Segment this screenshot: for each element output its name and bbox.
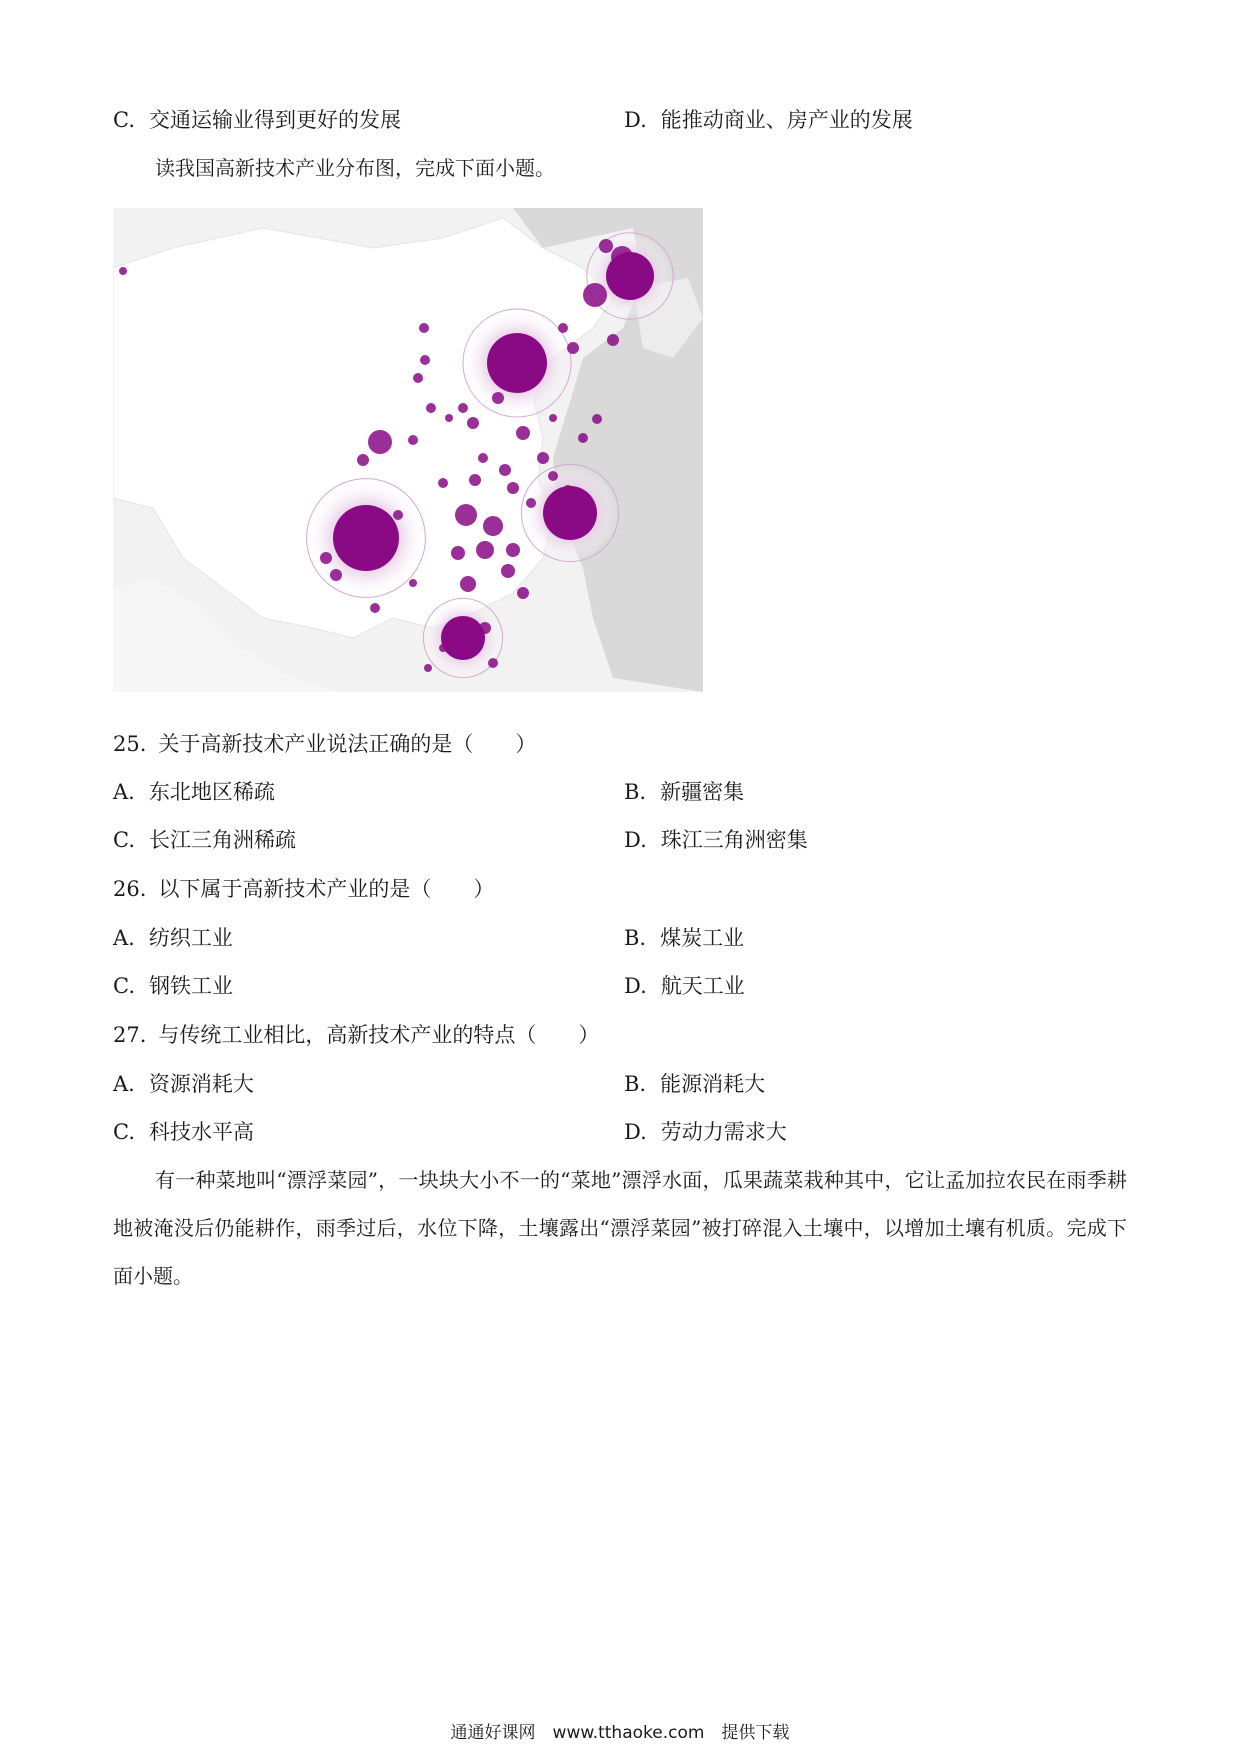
q26-option-a[interactable] (113, 924, 233, 952)
option-text: 长江三角洲稀疏 (149, 828, 296, 852)
city-bubble (393, 510, 403, 520)
city-bubble (408, 435, 418, 445)
option-text: 东北地区稀疏 (148, 780, 275, 804)
option-letter: A. (113, 780, 135, 804)
q25-option-b[interactable] (624, 778, 744, 806)
city-bubble (592, 414, 602, 424)
city-bubble (467, 417, 479, 429)
option-text: 钢铁工业 (149, 974, 233, 998)
option-letter: B. (624, 1072, 647, 1096)
city-bubble (413, 373, 423, 383)
option-letter: A. (113, 926, 135, 950)
question-27-stem (113, 1021, 599, 1049)
city-bubble (537, 452, 549, 464)
option-letter: D. (624, 108, 647, 132)
city-bubble (517, 587, 529, 599)
option-letter: B. (624, 780, 647, 804)
city-bubble (578, 433, 588, 443)
option-text: 能推动商业、房产业的发展 (660, 108, 913, 132)
q27-option-a[interactable] (113, 1070, 254, 1098)
question-number: 25. (113, 732, 147, 756)
city-bubble (492, 392, 504, 404)
option-letter: B. (624, 926, 647, 950)
city-bubble (320, 552, 332, 564)
question-25-stem (113, 730, 536, 758)
option-letter: C. (113, 1120, 135, 1144)
city-bubble (357, 454, 369, 466)
option-text: 纺织工业 (148, 926, 233, 950)
q25-option-c[interactable] (113, 826, 296, 854)
city-bubble (499, 464, 511, 476)
q26-option-d[interactable] (624, 972, 745, 1000)
option-letter: C. (113, 828, 135, 852)
city-bubble (611, 246, 633, 268)
city-bubble (526, 498, 536, 508)
city-bubble (478, 453, 488, 463)
city-bubble (370, 603, 380, 613)
city-bubble (476, 541, 494, 559)
question-stem: 以下属于高新技术产业的是（ ） (158, 877, 495, 901)
q26-option-c[interactable] (113, 972, 233, 1000)
question-number: 26. (113, 877, 147, 901)
city-bubble (483, 516, 503, 536)
city-bubble (583, 283, 607, 307)
city-bubble (607, 334, 619, 346)
city-bubble (424, 664, 432, 672)
city-bubble (348, 550, 358, 560)
floating-garden-passage: 有一种菜地叫“漂浮菜园”，一块块大小不一的“菜地”漂浮水面，瓜果蔬菜栽种其中，它让孟加拉农民在雨季耕地被淹没后仍能耕作，雨季过后，水位下降，土壤露出“漂浮菜园”被打碎混入土壤中，以增加土壤有机质。完成下面小题。 (113, 1168, 1127, 1288)
major-hub-bubble (441, 616, 485, 660)
city-bubble (506, 543, 520, 557)
option-letter: C. (113, 108, 135, 132)
map-intro-caption: 读我国高新技术产业分布图，完成下面小题。 (155, 156, 555, 180)
question-26-stem (113, 875, 494, 903)
city-bubble (451, 546, 465, 560)
major-hub-bubble (333, 505, 399, 571)
q27-option-b[interactable] (624, 1070, 765, 1098)
city-bubble (458, 403, 468, 413)
option-text: 劳动力需求大 (660, 1120, 787, 1144)
city-bubble (479, 622, 491, 634)
option-letter: C. (113, 974, 135, 998)
q26-option-b[interactable] (624, 924, 744, 952)
city-bubble (501, 564, 515, 578)
city-bubble (469, 474, 481, 486)
q27-option-d[interactable] (624, 1118, 787, 1146)
city-bubble (549, 414, 557, 422)
city-bubble (409, 579, 417, 587)
option-letter: D. (624, 974, 647, 998)
city-bubble (439, 644, 447, 652)
city-bubble (599, 239, 613, 253)
city-bubble (516, 426, 530, 440)
city-bubble (567, 342, 579, 354)
option-letter: D. (624, 1120, 647, 1144)
option-text: 科技水平高 (149, 1120, 254, 1144)
page-footer: 通通好课网 www.tthaoke.com 提供下载 (450, 1723, 790, 1743)
question-number: 27. (113, 1023, 147, 1047)
option-c-prev (113, 106, 401, 134)
city-bubble (426, 403, 436, 413)
option-text: 航天工业 (660, 974, 745, 998)
city-bubble (507, 482, 519, 494)
city-bubble (119, 267, 127, 275)
city-bubble (420, 355, 430, 365)
high-tech-industry-map (113, 208, 703, 692)
city-bubble (438, 478, 448, 488)
city-bubble (445, 414, 453, 422)
city-bubble (488, 658, 498, 668)
city-bubble (368, 430, 392, 454)
option-text: 新疆密集 (660, 780, 745, 804)
city-bubble (563, 485, 573, 495)
city-bubble (455, 504, 477, 526)
question-stem: 关于高新技术产业说法正确的是（ ） (158, 732, 537, 756)
option-text: 煤炭工业 (660, 926, 745, 950)
q25-option-a[interactable] (113, 778, 275, 806)
q25-option-d[interactable] (624, 826, 808, 854)
major-hub-bubble (487, 333, 547, 393)
option-text: 珠江三角洲密集 (660, 828, 808, 852)
option-d-prev (624, 106, 913, 134)
city-bubble (330, 569, 342, 581)
q27-option-c[interactable] (113, 1118, 254, 1146)
option-text: 能源消耗大 (660, 1072, 766, 1096)
option-letter: D. (624, 828, 647, 852)
city-bubble (460, 576, 476, 592)
city-bubble (419, 323, 429, 333)
option-text: 资源消耗大 (148, 1072, 254, 1096)
city-bubble (558, 323, 568, 333)
option-letter: A. (113, 1072, 135, 1096)
option-text: 交通运输业得到更好的发展 (149, 108, 401, 132)
question-stem: 与传统工业相比，高新技术产业的特点（ ） (158, 1023, 600, 1047)
city-bubble (548, 471, 558, 481)
